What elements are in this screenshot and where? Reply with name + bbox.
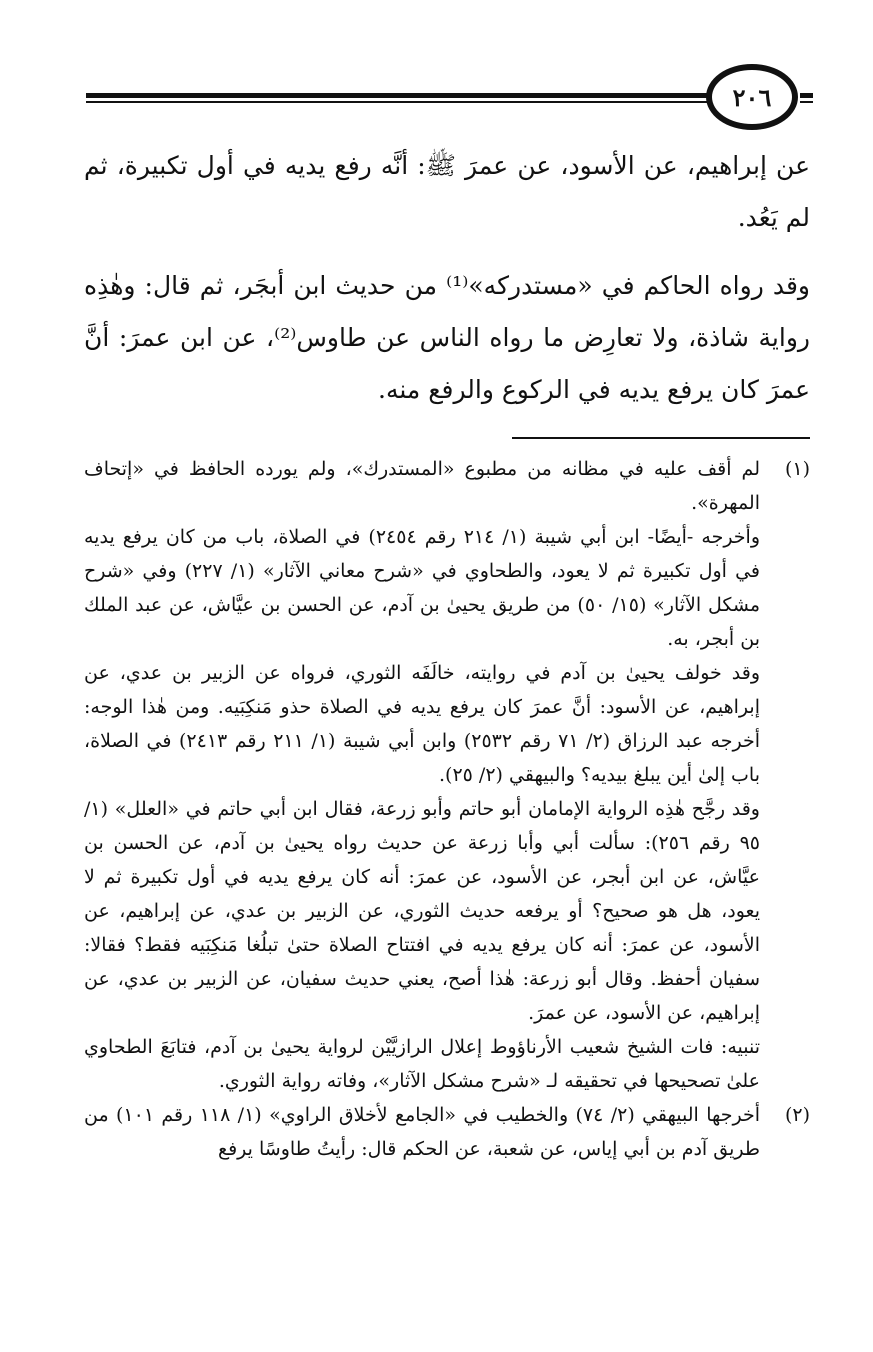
page-number: ٢٠٦ — [732, 82, 772, 112]
footnotes — [84, 452, 810, 1166]
footnote-paragraph: أخرجها البيهقي (٢/ ٧٤) والخطيب في «الجامع لأخلاق الراوي» (١/ ١١٨ رقم ١٠١) من طريق آدم بن أبي إياس، عن شعبة، عن الحكم قال: رأيتُ طاوسًا يرفع — [84, 1104, 760, 1160]
footnote-paragraph: وقد خولف يحيىٰ بن آدم في روايته، خالَفَه الثوري، فرواه عن الزبير بن عدي، عن إبراهيم، عن الأسود: أنَّ عمرَ كان يرفع يديه في الصلاة حذو مَنكِبَيه. ومن هٰذا الوجه: أخرجه عبد الرزاق (٢/ ٧١ رقم ٢٥٣٢) وابن أبي شيبة (١/ ٢١١ رقم ٢٤١٣) في الصلاة، باب إلىٰ أين يبلغ بيديه؟ والبيهقي (٢/ ٢٥). — [84, 662, 760, 786]
main-text — [84, 140, 810, 432]
header-rule-thin-right — [800, 101, 813, 103]
footnote-body — [84, 1098, 760, 1166]
header-rule-thin — [86, 101, 710, 103]
footnote-paragraph: تنبيه: فات الشيخ شعيب الأرناؤوط إعلال الرازيَّيْن لرواية يحيىٰ بن آدم، فتابَعَ الطحاوي علىٰ تصحيحها في تحقيقه لـ «شرح مشكل الآثار»، وفاته رواية الثوري. — [84, 1036, 760, 1092]
page-header — [0, 0, 873, 140]
main-paragraph: وقد رواه الحاكم في «مستدركه»⁽¹⁾ من حديث ابن أبجَر، ثم قال: وهٰذِه رواية شاذة، ولا تعارِض ما رواه الناس عن طاوس⁽²⁾، عن ابن عمرَ: أنَّ عمرَ كان يرفع يديه في الركوع والرفع منه. — [84, 271, 810, 404]
page-number-badge — [706, 64, 798, 130]
footnote-body — [84, 452, 760, 1098]
footnote-paragraph: وقد رجَّح هٰذِه الرواية الإمامان أبو حاتم وأبو زرعة، فقال ابن أبي حاتم في «العلل» (١/ ٩٥ رقم ٢٥٦): سألت أبي وأبا زرعة عن حديث رواه يحيىٰ بن آدم، عن الحسن بن عيَّاش، عن ابن أبجر، عن الأسود، عن عمرَ: أنه كان يرفع يديه في أول تكبيرة ثم لا يعود، هل هو صحيح؟ أو يرفعه حديث الثوري، عن الزبير بن عدي، عن إبراهيم، عن الأسود، عن عمرَ: أنه كان يرفع يديه في افتتاح الصلاة حتىٰ تبلُغا مَنكِبَيه فقط؟ فقالا: سفيان أحفظ. وقال أبو زرعة: هٰذا أصح، يعني حديث سفيان، عن الزبير بن عدي، عن إبراهيم، عن الأسود، عن عمرَ. — [84, 798, 761, 1024]
header-rule-thick-right — [800, 93, 813, 98]
footnote-number: (١) — [784, 458, 810, 480]
footnote-2 — [84, 1098, 810, 1166]
footnote-separator — [512, 437, 810, 439]
header-rule-thick — [86, 93, 710, 98]
footnote-paragraph: وأخرجه -أيضًا- ابن أبي شيبة (١/ ٢١٤ رقم ٢٤٥٤) في الصلاة، باب من كان يرفع يديه في أول تكبيرة ثم لا يعود، والطحاوي في «شرح معاني الآثار» (١/ ٢٢٧) وفي «شرح مشكل الآثار» (١٥/ ٥٠) من طريق يحيىٰ بن آدم، عن الحسن بن عيَّاش، عن عبد الملك بن أبجر، به. — [84, 526, 761, 650]
main-paragraph: عن إبراهيم، عن الأسود، عن عمرَ ﷺ: أنَّه رفع يديه في أول تكبيرة، ثم لم يَعُد. — [84, 151, 810, 232]
footnote-paragraph: لم أقف عليه في مظانه من مطبوع «المستدرك»، ولم يورده الحافظ في «إتحاف المهرة». — [84, 458, 760, 514]
footnote-1 — [84, 452, 810, 1098]
footnote-number: (٢) — [784, 1104, 810, 1126]
